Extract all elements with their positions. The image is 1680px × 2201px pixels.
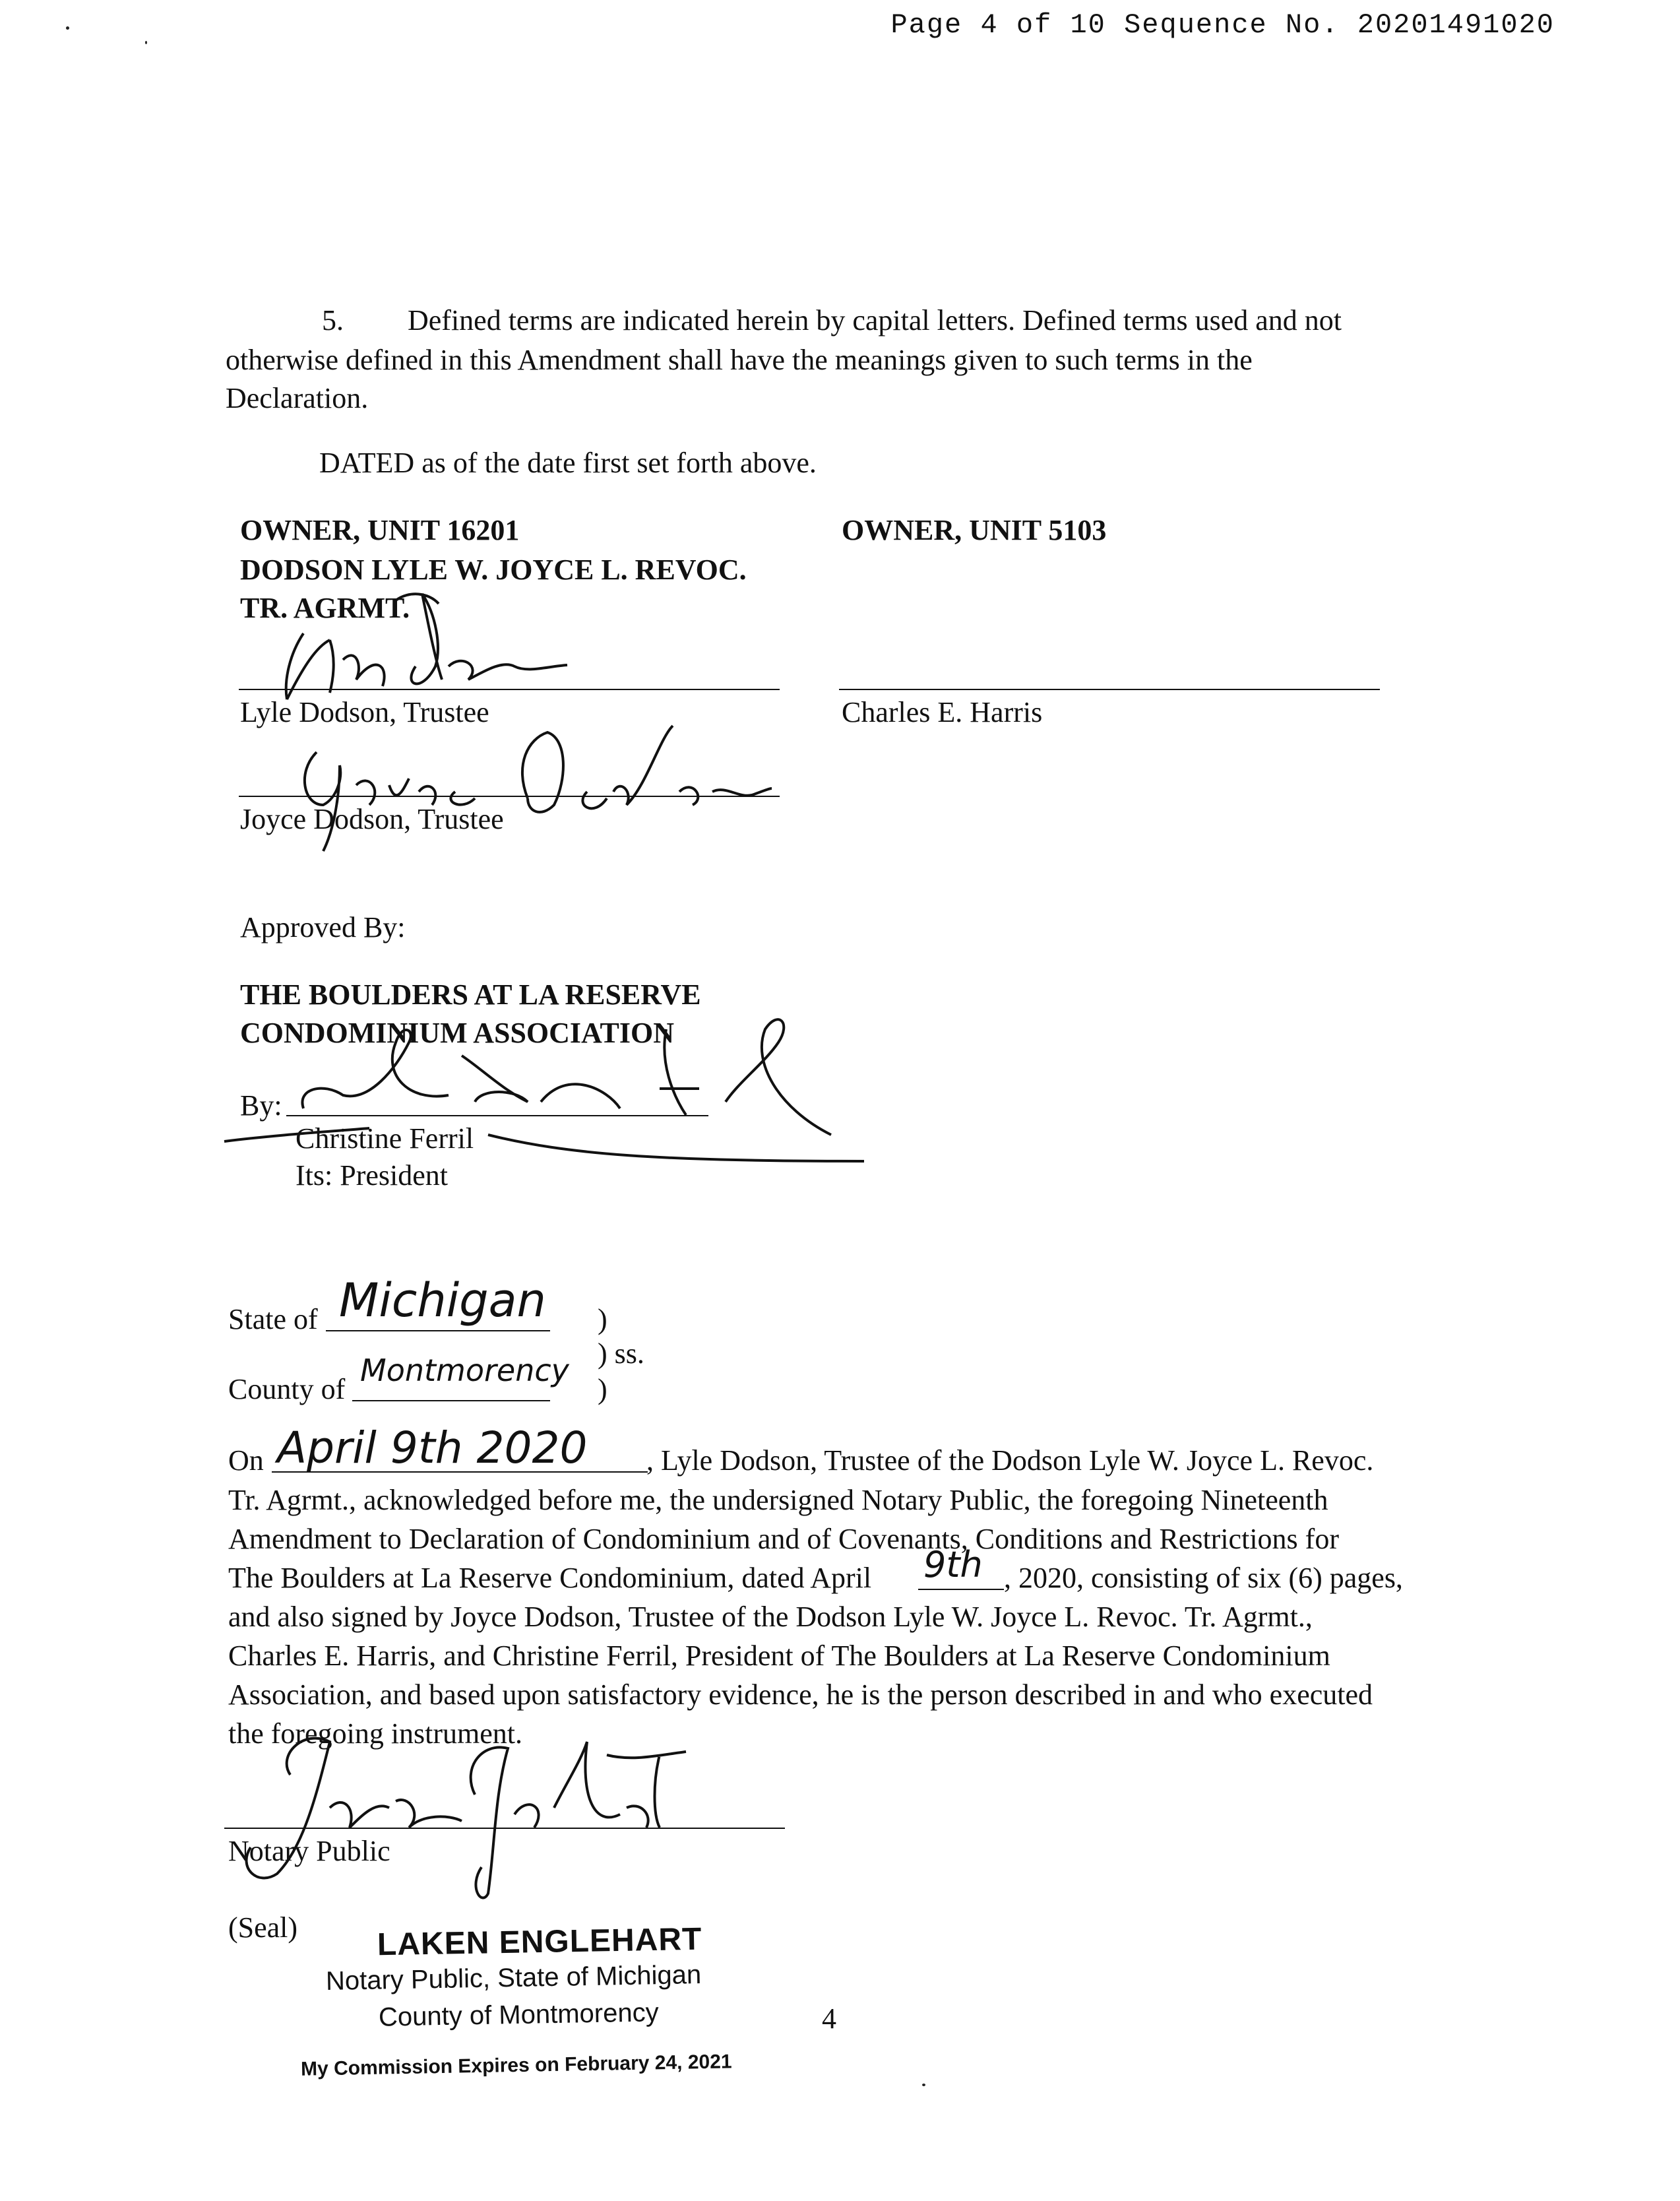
ack-date-line xyxy=(272,1471,648,1473)
association-name-cont: CONDOMINIUM ASSOCIATION xyxy=(240,1017,675,1049)
signature-line xyxy=(224,1828,785,1829)
lyle-signer-label: Lyle Dodson, Trustee xyxy=(240,696,489,728)
ack-line: Amendment to Declaration of Condominium and of Covenants, Conditions and Restrictions for xyxy=(228,1523,1339,1555)
notary-stamp-line: Notary Public, State of Michigan xyxy=(325,1960,702,1996)
ack-line: , 2020, consisting of six (6) pages, xyxy=(1004,1562,1403,1594)
ack-line: the foregoing instrument. xyxy=(228,1717,523,1750)
notary-stamp-expiry: My Commission Expires on February 24, 2021 xyxy=(300,2051,732,2080)
ack-on: On xyxy=(228,1444,264,1477)
seal-label: (Seal) xyxy=(228,1911,298,1944)
signature-line xyxy=(239,689,780,690)
ack-day-handwritten: 9th xyxy=(923,1544,983,1585)
county-label: County of xyxy=(228,1373,346,1405)
ack-day-line xyxy=(918,1589,1004,1590)
association-name: THE BOULDERS AT LA RESERVE xyxy=(240,978,701,1011)
owner-left-heading: OWNER, UNIT 16201 xyxy=(240,514,520,546)
paragraph-line: Declaration. xyxy=(226,382,369,414)
paragraph-number: 5. xyxy=(322,304,344,336)
owner-left-trust-cont: TR. AGRMT. xyxy=(240,592,410,624)
ack-line: and also signed by Joyce Dodson, Trustee of the Dodson Lyle W. Joyce L. Revoc. Tr. Agrmt., xyxy=(228,1601,1313,1633)
signature-line xyxy=(286,1115,708,1116)
charles-signer-label: Charles E. Harris xyxy=(842,696,1043,728)
approved-by-label: Approved By: xyxy=(240,911,406,943)
state-handwritten: Michigan xyxy=(339,1273,546,1327)
page-sequence-header: Page 4 of 10 Sequence No. 20201491020 xyxy=(890,9,1555,41)
venue-ss: ) ss. xyxy=(598,1337,644,1370)
signature-line xyxy=(839,689,1380,690)
notary-stamp-name: LAKEN ENGLEHART xyxy=(377,1921,702,1963)
venue-paren: ) xyxy=(598,1303,607,1335)
owner-right-heading: OWNER, UNIT 5103 xyxy=(842,514,1107,546)
scan-speck xyxy=(66,26,69,30)
christine-signer-label: Christine Ferril xyxy=(296,1122,474,1155)
notary-public-label: Notary Public xyxy=(228,1835,390,1867)
state-label: State of xyxy=(228,1303,318,1335)
ack-line: , Lyle Dodson, Trustee of the Dodson Lyle W. Joyce L. Revoc. xyxy=(646,1444,1374,1477)
notary-signature xyxy=(198,1715,699,1913)
joyce-signer-label: Joyce Dodson, Trustee xyxy=(240,803,504,835)
signature-line xyxy=(239,796,780,797)
page-number: 4 xyxy=(822,2002,836,2035)
by-label: By: xyxy=(240,1089,282,1122)
ack-line: The Boulders at La Reserve Condominium, dated April xyxy=(228,1562,872,1594)
venue-paren: ) xyxy=(598,1373,607,1405)
ack-date-handwritten: April 9th 2020 xyxy=(277,1422,588,1473)
owner-left-trust: DODSON LYLE W. JOYCE L. REVOC. xyxy=(240,554,747,586)
paragraph-line: Defined terms are indicated herein by capital letters. Defined terms used and not xyxy=(408,304,1342,336)
scan-speck xyxy=(145,41,147,44)
ack-line: Association, and based upon satisfactory evidence, he is the person described in and who executed xyxy=(228,1678,1373,1711)
notary-stamp-line: County of Montmorency xyxy=(378,1998,659,2032)
ack-line: Tr. Agrmt., acknowledged before me, the undersigned Notary Public, the foregoing Nineteenth xyxy=(228,1484,1328,1516)
dated-line: DATED as of the date first set forth above. xyxy=(319,447,817,479)
ack-line: Charles E. Harris, and Christine Ferril, President of The Boulders at La Reserve Condominium xyxy=(228,1640,1330,1672)
christine-title: Its: President xyxy=(296,1159,448,1192)
scan-speck xyxy=(922,2084,925,2086)
county-line xyxy=(352,1400,550,1401)
state-line xyxy=(326,1330,550,1331)
paragraph-line: otherwise defined in this Amendment shall have the meanings given to such terms in the xyxy=(226,344,1253,376)
county-handwritten: Montmorency xyxy=(360,1353,569,1388)
